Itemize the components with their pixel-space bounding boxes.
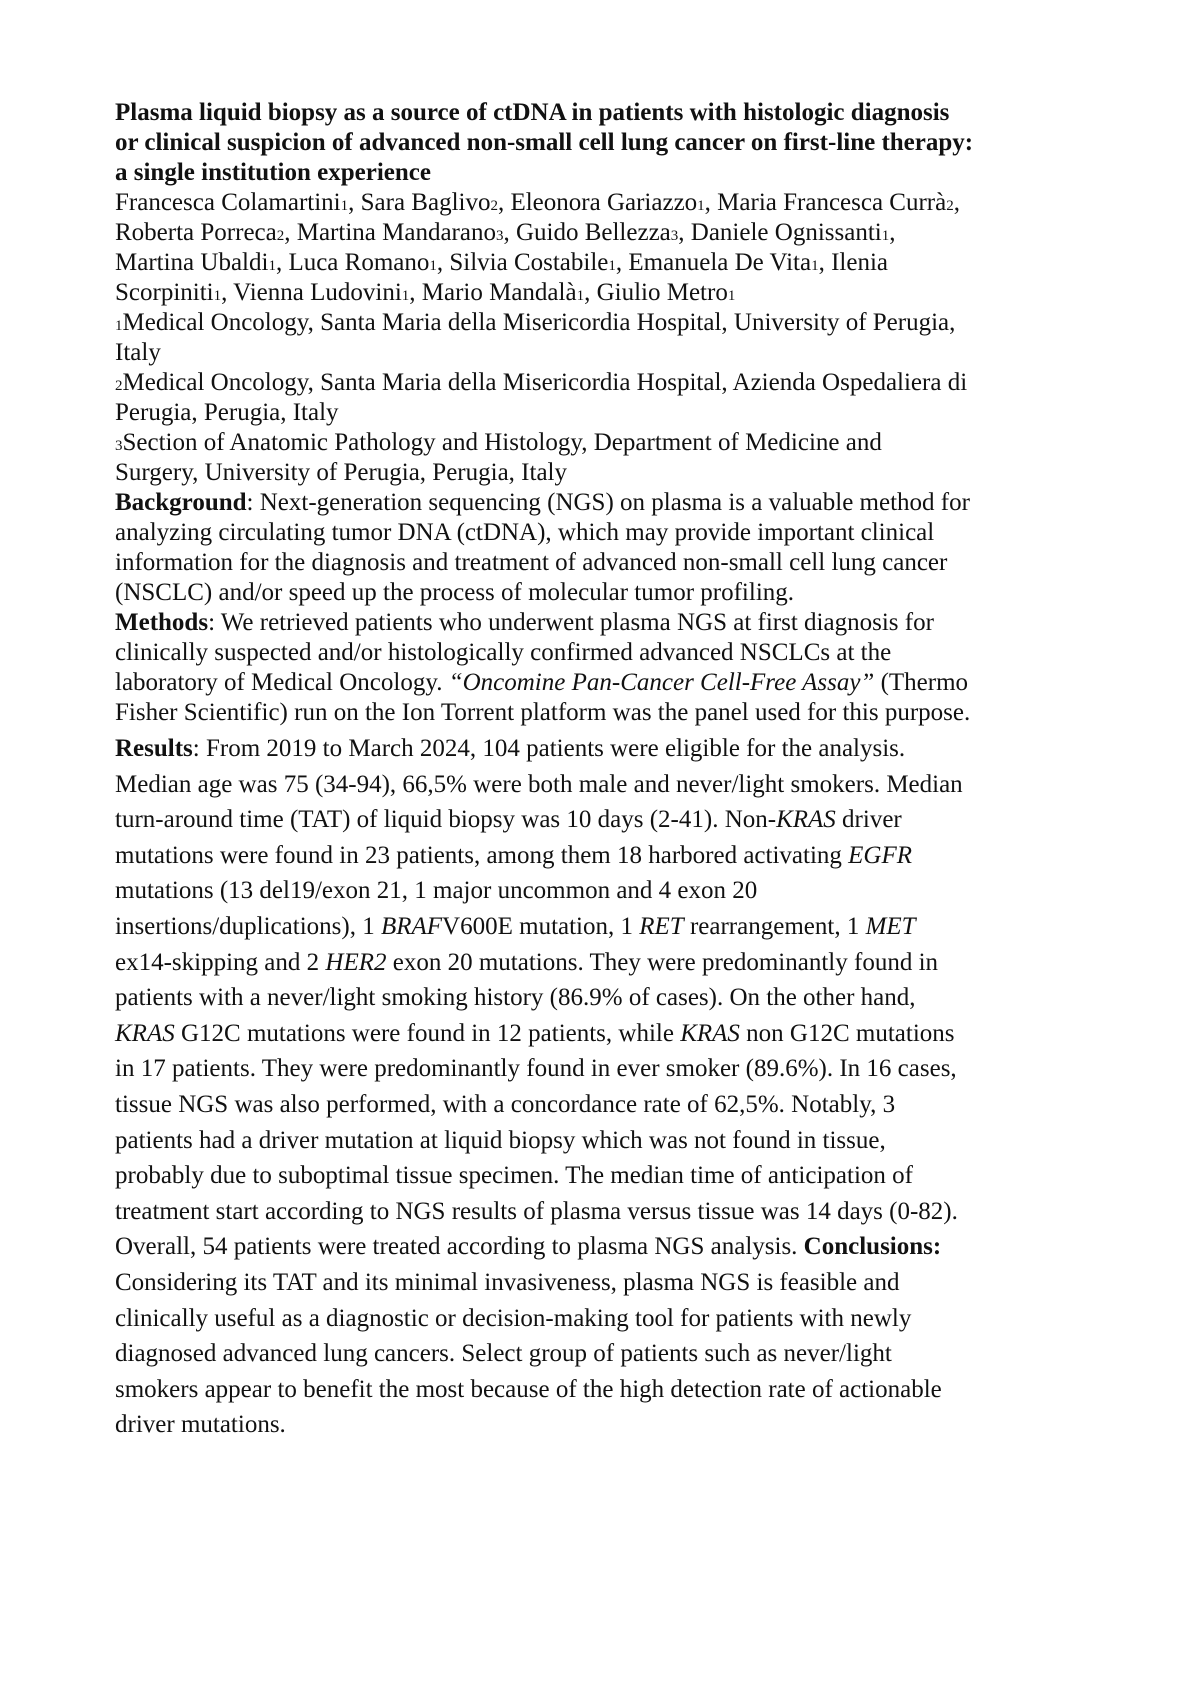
affiliation-marker: 1 — [576, 288, 585, 304]
front-matter — [115, 98, 1115, 728]
author-list — [115, 188, 1115, 308]
text-line: 2Medical Oncology, Santa Maria della Misericordia Hospital, Azienda Ospedaliera di — [115, 369, 968, 396]
text-line: Roberta Porreca2, Martina Mandarano3, Guido Bellezza3, Daniele Ognissanti1, — [115, 219, 896, 246]
text-line: patients with a never/light smoking history (86.9% of cases). On the other hand, — [115, 984, 916, 1012]
text-line: smokers appear to benefit the most because of the high detection rate of actionable — [115, 1375, 942, 1403]
italic-term: KRAS — [680, 1019, 740, 1047]
affiliation-list — [115, 308, 1115, 488]
italic-term: EGFR — [848, 841, 913, 869]
affiliation-marker: 1 — [881, 228, 890, 244]
affiliation-marker: 1 — [429, 258, 437, 274]
results-conclusions-section — [115, 731, 1115, 1443]
section-label: Background — [115, 489, 247, 516]
italic-term: “Oncomine Pan-Cancer Cell-Free Assay” — [448, 669, 875, 696]
text-line: Italy — [115, 339, 161, 366]
affiliation-marker: 3 — [495, 228, 504, 244]
affiliation-marker: 1 — [727, 288, 736, 304]
text-line: patients had a driver mutation at liquid biopsy which was not found in tissue, — [115, 1126, 886, 1154]
section-label: Methods — [115, 609, 209, 636]
text-line: Francesca Colamartini1, Sara Baglivo2, Eleonora Gariazzo1, Maria Francesca Currà2, — [115, 189, 960, 216]
text-line: Methods: We retrieved patients who underwent plasma NGS at first diagnosis for — [115, 609, 934, 636]
affiliation-marker: 1 — [268, 258, 276, 274]
italic-term: BRAF — [380, 912, 443, 940]
text-line: ex14-skipping and 2 HER2 exon 20 mutations. They were predominantly found in — [115, 948, 939, 976]
text-line: clinically suspected and/or histologically confirmed advanced NSCLCs at the — [115, 639, 892, 666]
section-label: Results — [115, 735, 193, 762]
text-line: Overall, 54 patients were treated according to plasma NGS analysis. Conclusions: — [115, 1233, 942, 1261]
text-line: (NSCLC) and/or speed up the process of molecular tumor profiling. — [115, 579, 795, 606]
affiliation-marker: 1 — [115, 318, 123, 334]
text-line: 1Medical Oncology, Santa Maria della Misericordia Hospital, University of Perugia, — [115, 309, 956, 336]
italic-term: RET — [639, 912, 684, 940]
text-line: information for the diagnosis and treatment of advanced non-small cell lung cancer — [115, 549, 948, 576]
affiliation-marker: 3 — [115, 438, 123, 454]
text-line: insertions/duplications), 1 BRAFV600E mutation, 1 RET rearrangement, 1 MET — [115, 912, 916, 940]
affiliation-marker: 2 — [276, 228, 285, 244]
affiliation-marker: 1 — [608, 258, 616, 274]
text-line: laboratory of Medical Oncology. “Oncomine Pan-Cancer Cell-Free Assay” (Thermo — [115, 669, 969, 696]
italic-term: KRAS — [115, 1019, 175, 1047]
text-line: KRAS G12C mutations were found in 12 patients, while KRAS non G12C mutations — [115, 1019, 955, 1047]
text-line: in 17 patients. They were predominantly found in ever smoker (89.6%). In 16 cases, — [115, 1055, 957, 1083]
affiliation-marker: 2 — [115, 378, 123, 394]
text-line: Considering its TAT and its minimal invasiveness, plasma NGS is feasible and — [115, 1268, 900, 1296]
text-line: analyzing circulating tumor DNA (ctDNA), which may provide important clinical — [115, 519, 935, 546]
section-label: Conclusions: — [803, 1233, 942, 1261]
background-section — [115, 488, 1115, 608]
affiliation-marker: 2 — [946, 198, 954, 214]
italic-term: MET — [865, 912, 916, 940]
italic-term: KRAS — [776, 806, 836, 834]
text-line: driver mutations. — [115, 1411, 286, 1439]
text-line: mutations were found in 23 patients, among them 18 harbored activating EGFR — [115, 841, 913, 869]
text-line: Perugia, Perugia, Italy — [115, 399, 339, 426]
title-line: Plasma liquid biopsy as a source of ctDNA in patients with histologic diagnosis — [115, 99, 950, 126]
text-line: probably due to suboptimal tissue specimen. The median time of anticipation of — [115, 1162, 913, 1190]
affiliation-marker: 2 — [490, 198, 498, 214]
affiliation-marker: 1 — [401, 288, 410, 304]
text-line: treatment start according to NGS results of plasma versus tissue was 14 days (0-82). — [115, 1197, 958, 1225]
text-line: turn-around time (TAT) of liquid biopsy was 10 days (2-41). Non-KRAS driver — [115, 806, 902, 834]
text-line: clinically useful as a diagnostic or decision-making tool for patients with newly — [115, 1304, 912, 1332]
affiliation-marker: 1 — [811, 258, 819, 274]
text-line: Scorpiniti1, Vienna Ludovini1, Mario Mandalà1, Giulio Metro1 — [115, 279, 736, 306]
methods-section — [115, 608, 1115, 728]
text-line: Results: From 2019 to March 2024, 104 patients were eligible for the analysis. — [115, 735, 906, 762]
affiliation-marker: 3 — [670, 228, 679, 244]
title-line: a single institution experience — [115, 159, 431, 186]
text-line: Martina Ubaldi1, Luca Romano1, Silvia Costabile1, Emanuela De Vita1, Ilenia — [115, 249, 889, 276]
abstract-title — [115, 98, 1115, 188]
text-line: Surgery, University of Perugia, Perugia, Italy — [115, 459, 567, 486]
text-line: 3Section of Anatomic Pathology and Histology, Department of Medicine and — [115, 429, 882, 456]
text-line: Background: Next-generation sequencing (NGS) on plasma is a valuable method for — [115, 489, 970, 516]
text-line: diagnosed advanced lung cancers. Select group of patients such as never/light — [115, 1340, 892, 1368]
text-line: mutations (13 del19/exon 21, 1 major uncommon and 4 exon 20 — [115, 877, 758, 905]
title-line: or clinical suspicion of advanced non-small cell lung cancer on first-line therapy: — [115, 129, 974, 156]
text-line: Median age was 75 (34-94), 66,5% were both male and never/light smokers. Median — [115, 770, 963, 798]
italic-term: HER2 — [325, 948, 387, 976]
abstract-page — [115, 98, 1115, 1443]
affiliation-marker: 1 — [213, 288, 222, 304]
affiliation-marker: 1 — [697, 198, 705, 214]
affiliation-marker: 1 — [340, 198, 349, 214]
text-line: Fisher Scientific) run on the Ion Torrent platform was the panel used for this purpose. — [115, 699, 971, 726]
text-line: tissue NGS was also performed, with a concordance rate of 62,5%. Notably, 3 — [115, 1090, 896, 1118]
